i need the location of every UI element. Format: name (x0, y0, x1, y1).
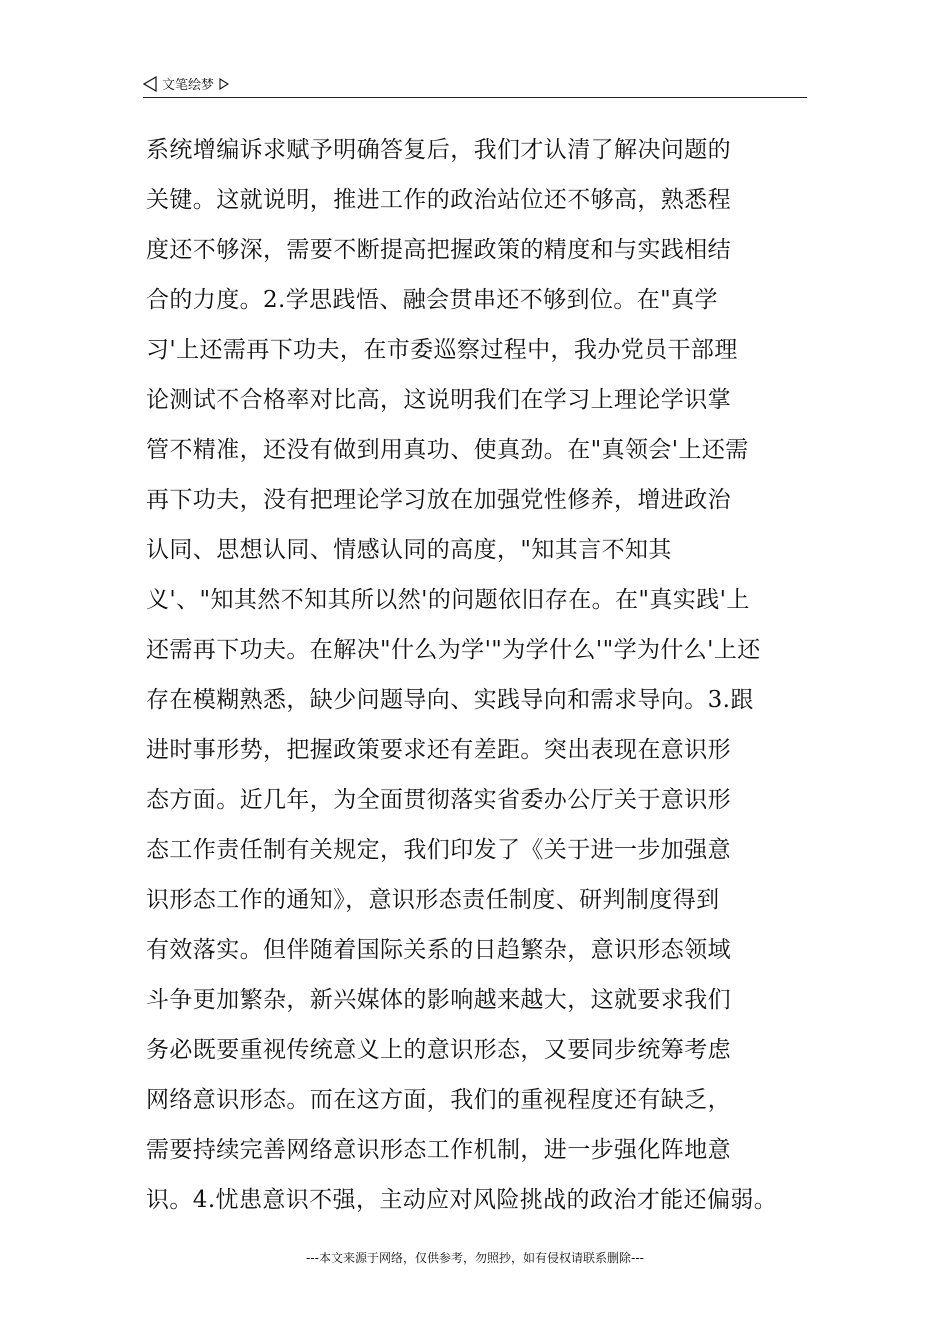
text-line: 态工作责任制有关规定，我们印发了《关于进一步加强意 (146, 837, 731, 863)
text-line: 进时事形势，把握政策要求还有差距。突出表现在意识形 (146, 737, 731, 763)
text-line: 度还不够深，需要不断提高把握政策的精度和与实践相结 (146, 237, 731, 263)
text-line: 认同、思想认同、情感认同的高度，"知其言不知其 (146, 537, 672, 563)
triangle-right-icon (219, 78, 229, 90)
document-body (146, 125, 816, 1225)
page-header (143, 72, 807, 98)
text-line: 态方面。近几年，为全面贯彻落实省委办公厅关于意识形 (146, 787, 731, 813)
text-line: 网络意识形态。而在这方面，我们的重视程度还有缺乏， (146, 1087, 731, 1113)
text-line: 识形态工作的通知》，意识形态责任制度、研判制度得到 (146, 887, 720, 913)
triangle-left-icon (143, 76, 157, 92)
text-line: 还需再下功夫。在解决"什么为学'"为学什么'"学为什么'上还 (146, 637, 761, 663)
text-line: 论测试不合格率对比高，这说明我们在学习上理论学识掌 (146, 387, 731, 413)
text-line: 再下功夫，没有把理论学习放在加强党性修养，增进政治 (146, 487, 731, 513)
text-line: 需要持续完善网络意识形态工作机制，进一步强化阵地意 (146, 1137, 731, 1163)
text-line: 习'上还需再下功夫，在市委巡察过程中，我办党员干部理 (146, 337, 738, 363)
text-line: 存在模糊熟悉，缺少问题导向、实践导向和需求导向。3.跟 (146, 687, 754, 713)
text-line: 义'、"知其然不知其所以然'的问题依旧存在。在"真实践'上 (146, 587, 750, 613)
brand-name: 文笔绘梦 (162, 78, 215, 93)
header-divider (143, 97, 807, 98)
text-line: 有效落实。但伴随着国际关系的日趋繁杂，意识形态领域 (146, 937, 731, 963)
text-line: 合的力度。2.学思践悟、融会贯串还不够到位。在"真学 (146, 287, 718, 313)
footer-disclaimer: ---本文来源于网络，仅供参考，勿照抄，如有侵权请联系删除--- (306, 1251, 644, 1265)
text-line: 务必既要重视传统意义上的意识形态，又要同步统筹考虑 (146, 1037, 731, 1063)
text-line: 管不精准，还没有做到用真功、使真劲。在"真领会'上还需 (146, 437, 749, 463)
text-line: 识。4.忧患意识不强，主动应对风险挑战的政治才能还偏弱。 (146, 1187, 778, 1213)
brand (143, 74, 229, 93)
text-line: 关键。这就说明，推进工作的政治站位还不够高，熟悉程 (146, 187, 731, 213)
text-line: 系统增编诉求赋予明确答复后，我们才认清了解决问题的 (146, 137, 731, 163)
text-line: 斗争更加繁杂，新兴媒体的影响越来越大，这就要求我们 (146, 987, 731, 1013)
